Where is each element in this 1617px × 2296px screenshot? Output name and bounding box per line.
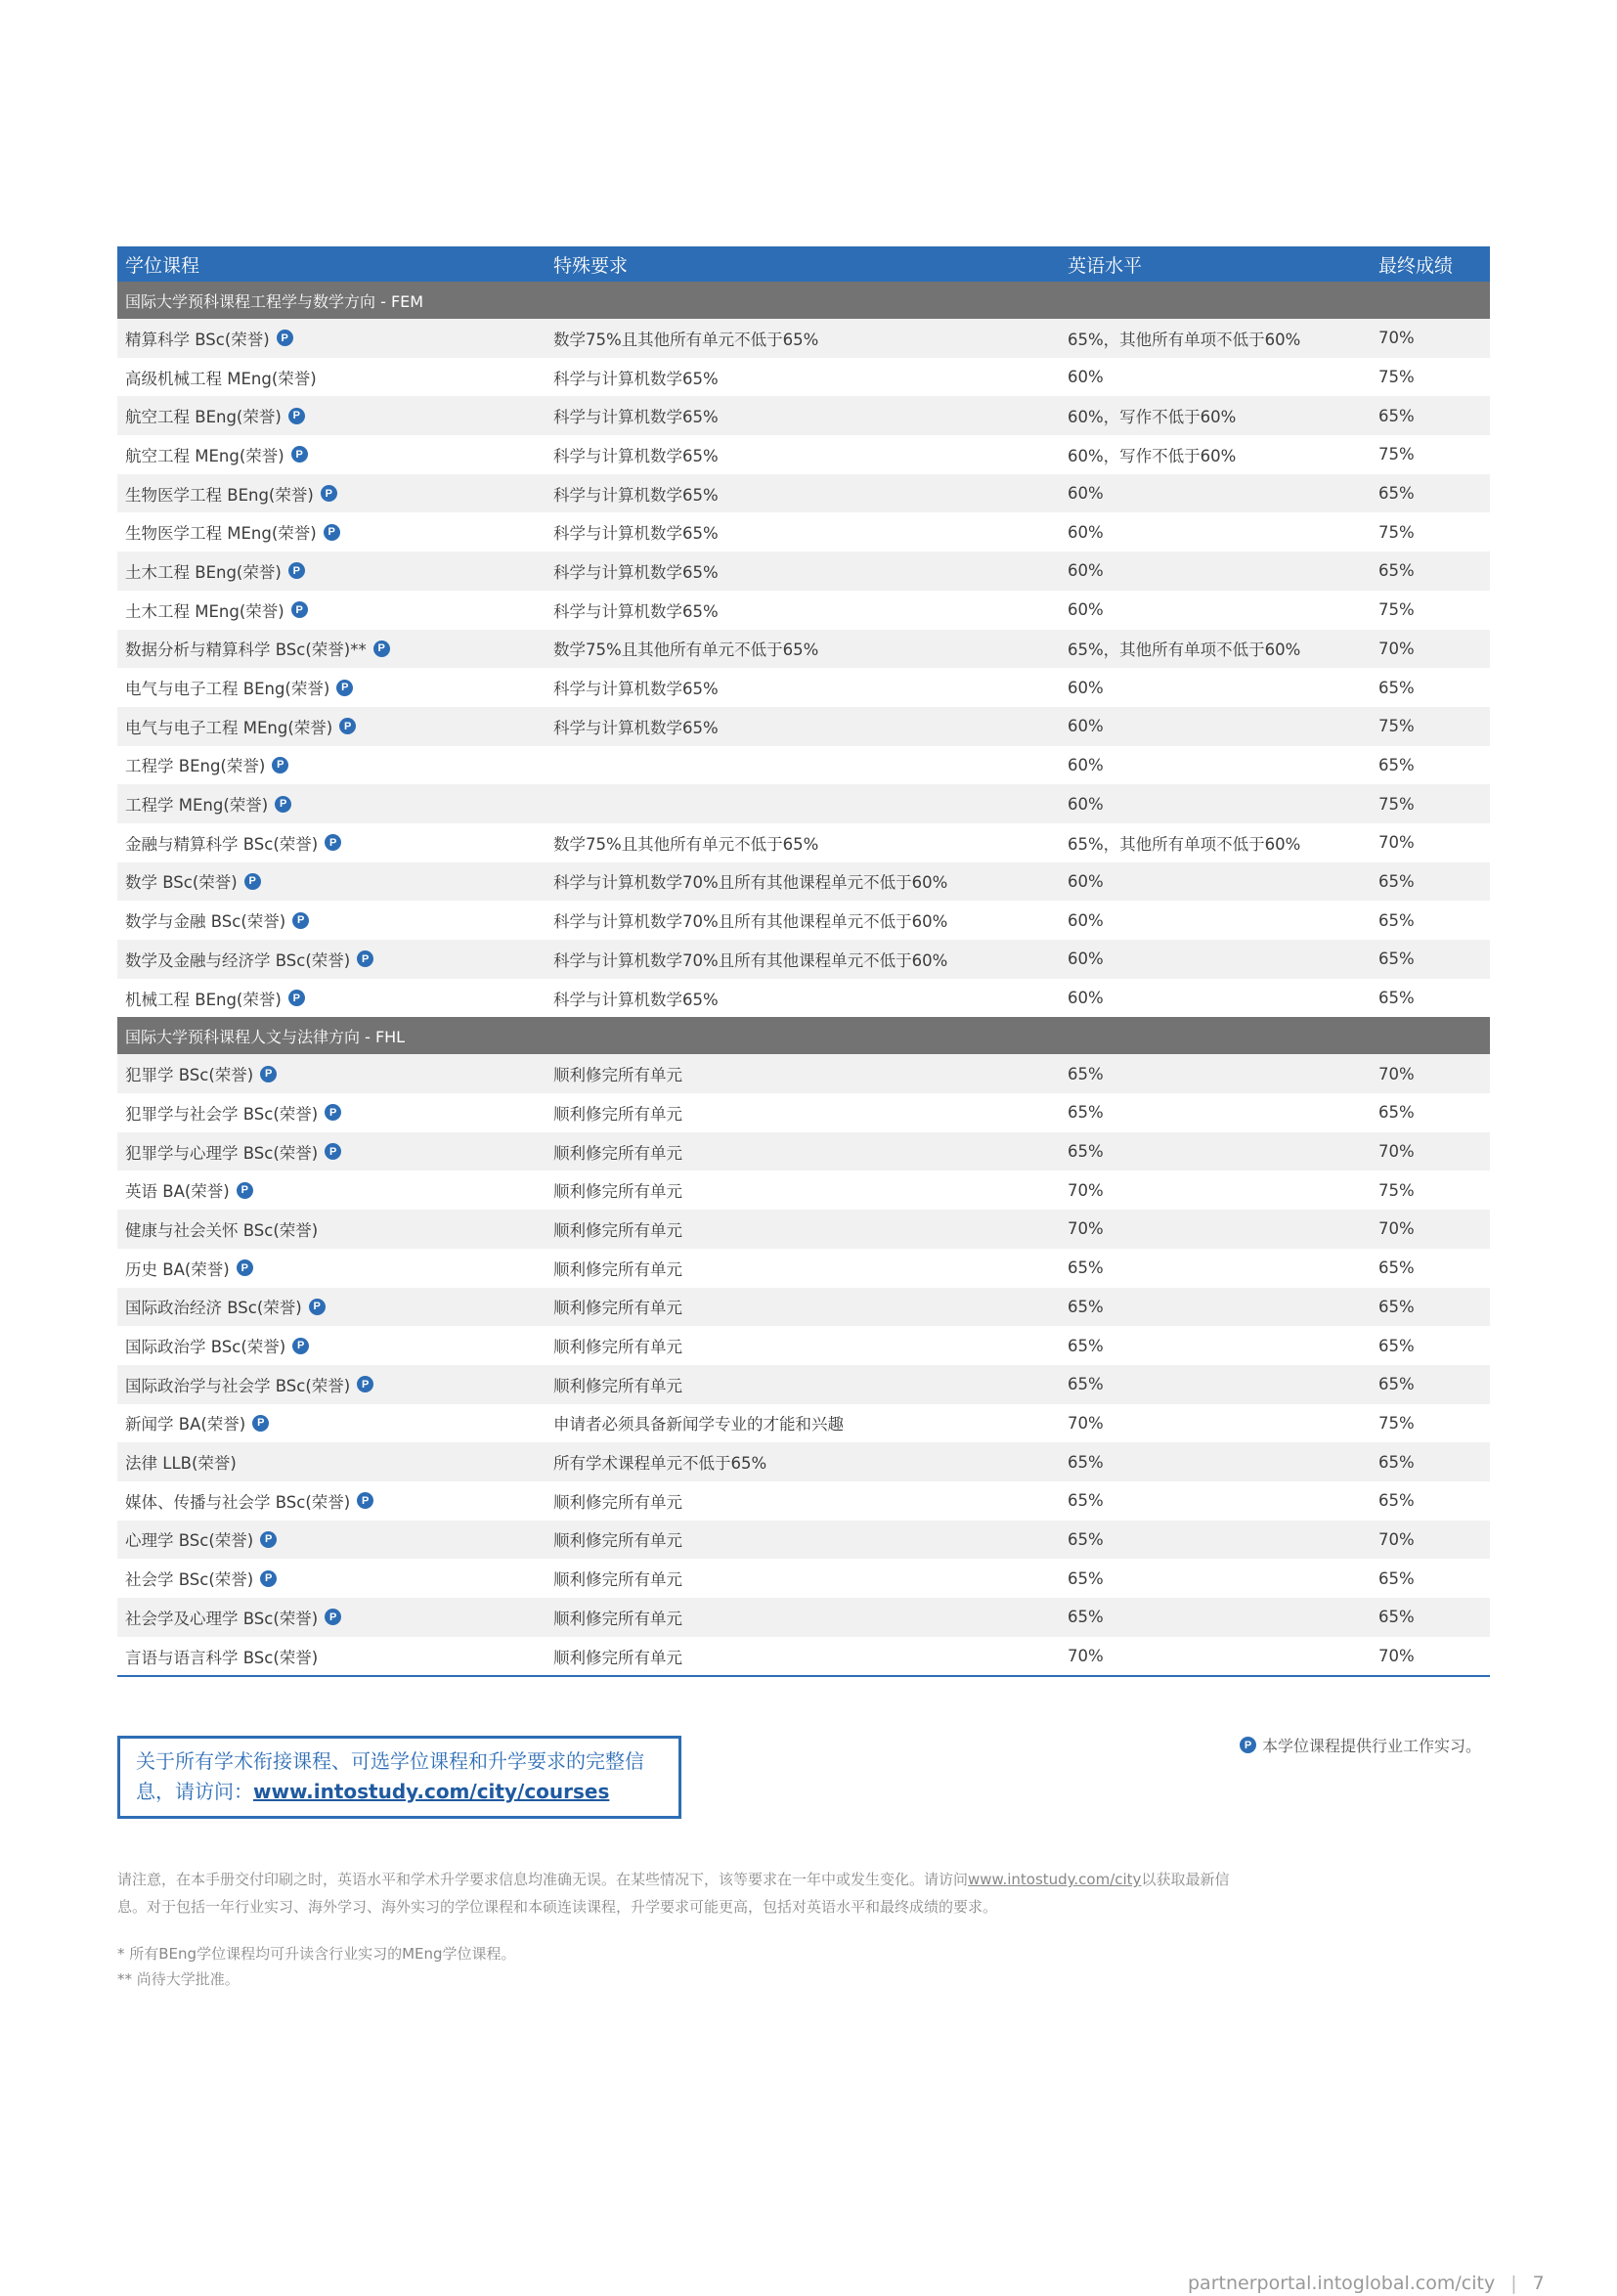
- requirement-cell: 顺利修完所有单元: [553, 1104, 682, 1124]
- courses-link[interactable]: www.intostudy.com/city/courses: [253, 1780, 610, 1803]
- requirement-cell: 科学与计算机数学65%: [553, 408, 719, 427]
- grade-cell: 65%: [1378, 1568, 1415, 1588]
- placement-icon: P: [357, 1492, 373, 1509]
- requirement-cell: 科学与计算机数学70%且所有其他课程单元不低于60%: [553, 873, 948, 893]
- course-name: 生物医学工程 MEng(荣誉): [125, 524, 317, 544]
- requirement-cell: 顺利修完所有单元: [553, 1338, 682, 1357]
- requirement-cell: 顺利修完所有单元: [553, 1182, 682, 1202]
- english-cell: 65%，其他所有单项不低于60%: [1068, 330, 1301, 349]
- requirement-cell: 顺利修完所有单元: [553, 1609, 682, 1628]
- course-name: 国际政治经济 BSc(荣誉): [125, 1299, 302, 1318]
- english-cell: 60%: [1068, 794, 1104, 814]
- course-cell: [117, 869, 553, 893]
- requirement-cell: 数学75%且其他所有单元不低于65%: [553, 640, 819, 660]
- grade-cell: 65%: [1378, 1491, 1415, 1511]
- english-cell: 65%: [1068, 1529, 1104, 1549]
- note-text-before: 请注意，在本手册交付印刷之时，英语水平和学术升学要求信息均准确无误。在某些情况下，该等要求在一年中或发生变化。请访问: [117, 1871, 969, 1888]
- grade-cell: 70%: [1378, 1142, 1415, 1162]
- course-info-box: [117, 1736, 681, 1819]
- english-cell: 65%: [1068, 1258, 1104, 1278]
- placement-icon: P: [272, 757, 288, 773]
- placement-icon: P: [292, 1338, 309, 1354]
- section-header: 国际大学预科课程工程学与数学方向 - FEM: [117, 282, 1490, 319]
- table-row: [117, 1132, 1490, 1171]
- placement-icon: P: [252, 1415, 269, 1432]
- requirement-cell: 所有学术课程单元不低于65%: [553, 1454, 767, 1474]
- placement-icon: P: [260, 1570, 277, 1587]
- grade-cell: 65%: [1378, 871, 1415, 891]
- placement-icon: P: [357, 1376, 373, 1392]
- english-cell: 65%: [1068, 1608, 1104, 1627]
- requirement-cell: 顺利修完所有单元: [553, 1259, 682, 1279]
- table-row: [117, 1249, 1490, 1288]
- english-cell: 60%: [1068, 678, 1104, 697]
- grade-cell: 70%: [1378, 329, 1415, 348]
- table-row: [117, 630, 1490, 669]
- grade-cell: 75%: [1378, 445, 1415, 464]
- section-header: 国际大学预科课程人文与法律方向 - FHL: [117, 1017, 1490, 1054]
- english-cell: 60%: [1068, 522, 1104, 542]
- english-cell: 70%: [1068, 1647, 1104, 1666]
- grade-cell: 65%: [1378, 1608, 1415, 1627]
- course-cell: [117, 1334, 553, 1357]
- grade-cell: 70%: [1378, 639, 1415, 658]
- course-name: 土木工程 MEng(荣誉): [125, 601, 284, 621]
- english-cell: 60%: [1068, 989, 1104, 1008]
- note-text-after: 以获取最新信息。对于包括一年行业实习、海外学习、海外实习的学位课程和本硕连读课程，升学要求可能更高，包括对英语水平和最终成绩的要求。: [117, 1871, 1230, 1916]
- course-cell: [117, 1217, 553, 1241]
- requirement-cell: 科学与计算机数学65%: [553, 990, 719, 1009]
- course-name: 新闻学 BA(荣誉): [125, 1415, 246, 1435]
- table-row: [117, 1442, 1490, 1481]
- english-cell: 65%: [1068, 1375, 1104, 1394]
- english-cell: 60%，写作不低于60%: [1068, 446, 1237, 465]
- course-name: 工程学 BEng(荣誉): [125, 757, 266, 776]
- course-cell: [117, 1140, 553, 1164]
- placement-legend: [1240, 1734, 1481, 1756]
- grade-cell: 65%: [1378, 678, 1415, 697]
- placement-icon: P: [357, 950, 373, 967]
- course-name: 机械工程 BEng(荣誉): [125, 990, 282, 1009]
- requirement-cell: 科学与计算机数学65%: [553, 369, 719, 388]
- grade-cell: 70%: [1378, 833, 1415, 853]
- requirement-cell: 科学与计算机数学70%且所有其他课程单元不低于60%: [553, 950, 948, 970]
- footer-separator: |: [1510, 2273, 1517, 2294]
- grade-cell: 65%: [1378, 755, 1415, 774]
- grade-cell: 70%: [1378, 1647, 1415, 1666]
- course-name: 健康与社会关怀 BSc(荣誉): [125, 1220, 319, 1240]
- requirement-cell: 科学与计算机数学65%: [553, 524, 719, 544]
- disclaimer-note: [117, 1866, 1251, 1921]
- english-cell: 70%: [1068, 1180, 1104, 1200]
- table-row: [117, 512, 1490, 552]
- requirement-cell: 顺利修完所有单元: [553, 1376, 682, 1395]
- table-row: [117, 707, 1490, 746]
- requirement-cell: 顺利修完所有单元: [553, 1531, 682, 1551]
- grade-cell: 65%: [1378, 1297, 1415, 1316]
- header-english-level: 英语水平: [1068, 254, 1143, 277]
- english-cell: 65%: [1068, 1103, 1104, 1123]
- table-row: [117, 319, 1490, 358]
- course-name: 犯罪学与心理学 BSc(荣誉): [125, 1143, 319, 1163]
- english-cell: 65%: [1068, 1568, 1104, 1588]
- course-cell: [117, 1450, 553, 1474]
- requirement-cell: 数学75%且其他所有单元不低于65%: [553, 330, 819, 349]
- english-cell: 70%: [1068, 1219, 1104, 1239]
- course-name: 犯罪学与社会学 BSc(荣誉): [125, 1104, 319, 1124]
- requirement-cell: 科学与计算机数学65%: [553, 446, 719, 465]
- english-cell: 65%: [1068, 1064, 1104, 1083]
- course-name: 数学及金融与经济学 BSc(荣誉): [125, 950, 351, 970]
- table-row: [117, 784, 1490, 823]
- course-name: 数据分析与精算科学 BSc(荣誉)**: [125, 640, 367, 660]
- course-name: 言语与语言科学 BSc(荣誉): [125, 1648, 319, 1667]
- course-name: 航空工程 BEng(荣誉): [125, 408, 282, 427]
- course-cell: [117, 1606, 553, 1629]
- course-name: 心理学 BSc(荣誉): [125, 1531, 254, 1551]
- table-row: [117, 979, 1490, 1018]
- english-cell: 60%: [1068, 368, 1104, 387]
- grade-cell: 65%: [1378, 561, 1415, 581]
- english-cell: 70%: [1068, 1413, 1104, 1433]
- grade-cell: 70%: [1378, 1064, 1415, 1083]
- table-row: [117, 746, 1490, 785]
- table-row: [117, 474, 1490, 513]
- table-row: [117, 1288, 1490, 1327]
- placement-icon: P: [324, 524, 340, 541]
- english-cell: 60%: [1068, 910, 1104, 930]
- placement-icon: P: [275, 796, 291, 813]
- course-cell: [117, 987, 553, 1010]
- english-cell: 60%: [1068, 600, 1104, 620]
- grade-cell: 75%: [1378, 600, 1415, 620]
- course-cell: [117, 1567, 553, 1590]
- table-row: [117, 591, 1490, 630]
- placement-icon: P: [292, 912, 309, 929]
- requirement-cell: 科学与计算机数学65%: [553, 680, 719, 699]
- course-cell: [117, 1101, 553, 1125]
- table-row: [117, 823, 1490, 862]
- course-name: 数学与金融 BSc(荣誉): [125, 912, 286, 932]
- placement-icon: P: [309, 1299, 326, 1315]
- course-name: 历史 BA(荣誉): [125, 1259, 230, 1279]
- table-row: [117, 435, 1490, 474]
- grade-cell: 65%: [1378, 910, 1415, 930]
- note-link[interactable]: www.intostudy.com/city: [968, 1871, 1142, 1888]
- english-cell: 65%: [1068, 1452, 1104, 1472]
- requirement-cell: 科学与计算机数学65%: [553, 718, 719, 737]
- course-cell: [117, 1373, 553, 1396]
- table-row: [117, 1093, 1490, 1132]
- table-row: [117, 1365, 1490, 1404]
- placement-icon: P: [321, 485, 337, 502]
- grade-cell: 65%: [1378, 989, 1415, 1008]
- course-cell: [117, 948, 553, 971]
- english-cell: 60%，写作不低于60%: [1068, 408, 1237, 427]
- table-body: [117, 282, 1490, 1677]
- course-cell: [117, 404, 553, 427]
- table-row: [117, 1404, 1490, 1443]
- english-cell: 60%: [1068, 484, 1104, 504]
- requirement-cell: 科学与计算机数学65%: [553, 485, 719, 505]
- requirement-cell: 科学与计算机数学65%: [553, 601, 719, 621]
- footnotes: [117, 1941, 516, 1992]
- course-cell: [117, 327, 553, 350]
- placement-icon: P: [339, 718, 356, 734]
- english-cell: 65%: [1068, 1336, 1104, 1355]
- placement-icon: P: [260, 1531, 277, 1548]
- course-name: 国际政治学与社会学 BSc(荣誉): [125, 1376, 351, 1395]
- grade-cell: 65%: [1378, 484, 1415, 504]
- course-name: 电气与电子工程 MEng(荣誉): [125, 718, 333, 737]
- course-name: 社会学及心理学 BSc(荣誉): [125, 1609, 319, 1628]
- footnote-2: ** 尚待大学批准。: [117, 1970, 240, 1988]
- grade-cell: 65%: [1378, 949, 1415, 969]
- header-final-grade: 最终成绩: [1378, 254, 1454, 277]
- course-name: 土木工程 BEng(荣誉): [125, 562, 282, 582]
- table-row: [117, 1637, 1490, 1678]
- table-row: [117, 901, 1490, 940]
- course-name: 数学 BSc(荣誉): [125, 873, 238, 893]
- course-cell: [117, 559, 553, 583]
- grade-cell: 65%: [1378, 1336, 1415, 1355]
- table-row: [117, 1170, 1490, 1210]
- grade-cell: 75%: [1378, 717, 1415, 736]
- placement-icon: P: [277, 330, 293, 346]
- english-cell: 65%，其他所有单项不低于60%: [1068, 834, 1301, 854]
- table-row: [117, 940, 1490, 979]
- english-cell: 65%: [1068, 1491, 1104, 1511]
- course-name: 精算科学 BSc(荣誉): [125, 330, 270, 349]
- placement-icon: P: [325, 1609, 341, 1625]
- table-row: [117, 396, 1490, 435]
- course-name: 犯罪学 BSc(荣誉): [125, 1066, 254, 1085]
- requirement-cell: 顺利修完所有单元: [553, 1066, 682, 1085]
- placement-icon: P: [325, 1104, 341, 1121]
- table-row: [117, 358, 1490, 397]
- requirement-cell: 顺利修完所有单元: [553, 1570, 682, 1590]
- english-cell: 60%: [1068, 755, 1104, 774]
- placement-icon: P: [244, 873, 261, 890]
- english-cell: 60%: [1068, 717, 1104, 736]
- placement-icon: P: [1240, 1737, 1256, 1753]
- requirement-cell: 数学75%且其他所有单元不低于65%: [553, 834, 819, 854]
- table-row: [117, 1326, 1490, 1365]
- table-row: [117, 668, 1490, 707]
- page-number: 7: [1532, 2273, 1545, 2294]
- course-name: 电气与电子工程 BEng(荣誉): [125, 680, 330, 699]
- requirement-cell: 科学与计算机数学65%: [553, 562, 719, 582]
- footer-url[interactable]: partnerportal.intoglobal.com/city: [1188, 2273, 1496, 2294]
- english-cell: 65%: [1068, 1142, 1104, 1162]
- requirement-cell: 顺利修完所有单元: [553, 1492, 682, 1512]
- grade-cell: 65%: [1378, 406, 1415, 425]
- placement-icon: P: [325, 1143, 341, 1160]
- course-name: 高级机械工程 MEng(荣誉): [125, 369, 317, 388]
- requirement-cell: 科学与计算机数学70%且所有其他课程单元不低于60%: [553, 912, 948, 932]
- course-name: 金融与精算科学 BSc(荣誉): [125, 834, 319, 854]
- course-cell: [117, 1295, 553, 1318]
- grade-cell: 65%: [1378, 1103, 1415, 1123]
- english-cell: 60%: [1068, 949, 1104, 969]
- grade-cell: 70%: [1378, 1219, 1415, 1239]
- placement-icon: P: [260, 1066, 277, 1082]
- placement-icon: P: [237, 1182, 253, 1199]
- placement-icon: P: [288, 990, 305, 1006]
- placement-icon: P: [288, 408, 305, 424]
- requirement-cell: 顺利修完所有单元: [553, 1220, 682, 1240]
- english-cell: 60%: [1068, 871, 1104, 891]
- course-name: 英语 BA(荣誉): [125, 1182, 230, 1202]
- info-text: 关于所有学术衔接课程、可选学位课程和升学要求的完整信息，请访问：: [136, 1749, 644, 1803]
- course-cell: [117, 753, 553, 776]
- course-cell: [117, 1527, 553, 1551]
- grade-cell: 75%: [1378, 1180, 1415, 1200]
- course-name: 媒体、传播与社会学 BSc(荣誉): [125, 1492, 351, 1512]
- placement-icon: P: [336, 680, 353, 696]
- english-cell: 60%: [1068, 561, 1104, 581]
- course-cell: [117, 676, 553, 699]
- course-cell: [117, 792, 553, 816]
- footnote-1: * 所有BEng学位课程均可升读含行业实习的MEng学位课程。: [117, 1945, 516, 1963]
- placement-icon: P: [373, 640, 390, 657]
- course-cell: [117, 482, 553, 506]
- grade-cell: 75%: [1378, 368, 1415, 387]
- course-cell: [117, 598, 553, 622]
- course-name: 工程学 MEng(荣誉): [125, 796, 269, 816]
- english-cell: 65%，其他所有单项不低于60%: [1068, 640, 1301, 660]
- table-row: [117, 1481, 1490, 1521]
- grade-cell: 65%: [1378, 1375, 1415, 1394]
- course-cell: [117, 1489, 553, 1513]
- requirement-cell: 顺利修完所有单元: [553, 1299, 682, 1318]
- course-cell: [117, 637, 553, 660]
- placement-icon: P: [288, 562, 305, 579]
- placement-icon: P: [237, 1259, 253, 1276]
- course-cell: [117, 366, 553, 389]
- grade-cell: 65%: [1378, 1258, 1415, 1278]
- table-row: [117, 1210, 1490, 1249]
- table-row: [117, 1598, 1490, 1637]
- course-cell: [117, 1411, 553, 1435]
- table-row: [117, 552, 1490, 591]
- page-footer: [1188, 2271, 1545, 2296]
- course-cell: [117, 908, 553, 932]
- grade-cell: 70%: [1378, 1529, 1415, 1549]
- placement-icon: P: [291, 446, 308, 463]
- course-name: 国际政治学 BSc(荣誉): [125, 1338, 286, 1357]
- course-cell: [117, 715, 553, 738]
- table-row: [117, 1054, 1490, 1093]
- course-cell: [117, 1178, 553, 1202]
- grade-cell: 75%: [1378, 522, 1415, 542]
- requirement-cell: 顺利修完所有单元: [553, 1143, 682, 1163]
- placement-icon: P: [291, 601, 308, 618]
- header-special-requirements: 特殊要求: [553, 254, 629, 277]
- course-name: 法律 LLB(荣誉): [125, 1454, 237, 1474]
- requirement-cell: 顺利修完所有单元: [553, 1648, 682, 1667]
- header-course: 学位课程: [125, 254, 200, 277]
- placement-icon: P: [325, 834, 341, 851]
- table-row: [117, 1559, 1490, 1598]
- course-cell: [117, 1257, 553, 1280]
- course-cell: [117, 520, 553, 544]
- course-cell: [117, 443, 553, 466]
- course-name: 社会学 BSc(荣誉): [125, 1570, 254, 1590]
- grade-cell: 65%: [1378, 1452, 1415, 1472]
- course-cell: [117, 1645, 553, 1668]
- english-cell: 65%: [1068, 1297, 1104, 1316]
- legend-text: 本学位课程提供行业工作实习。: [1262, 1737, 1482, 1755]
- requirement-cell: 申请者必须具备新闻学专业的才能和兴趣: [553, 1415, 844, 1435]
- grade-cell: 75%: [1378, 1413, 1415, 1433]
- course-cell: [117, 831, 553, 855]
- course-name: 生物医学工程 BEng(荣誉): [125, 485, 314, 505]
- table-header: [117, 246, 1490, 282]
- requirements-table: [117, 246, 1490, 1677]
- table-row: [117, 1521, 1490, 1560]
- course-name: 航空工程 MEng(荣誉): [125, 446, 284, 465]
- table-row: [117, 862, 1490, 902]
- course-cell: [117, 1062, 553, 1085]
- grade-cell: 75%: [1378, 794, 1415, 814]
